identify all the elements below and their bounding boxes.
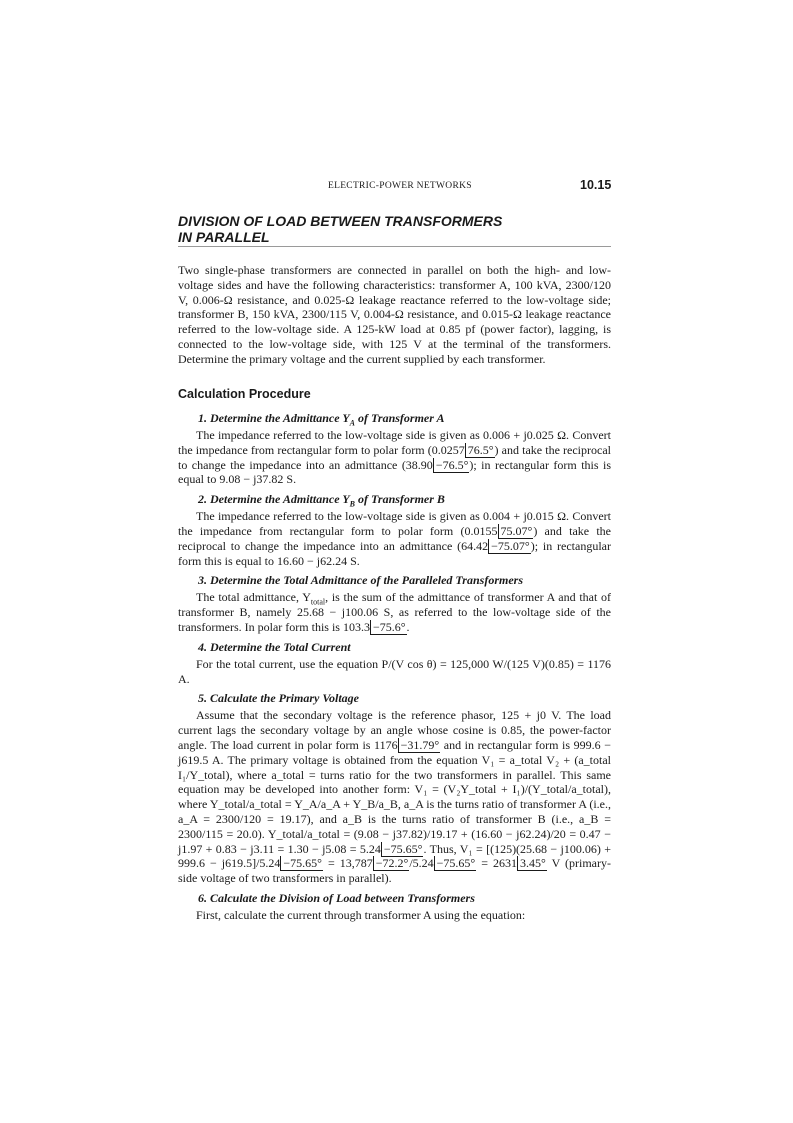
section-title-line-1: DIVISION OF LOAD BETWEEN TRANSFORMERS (178, 213, 503, 229)
phasor-angle: 75.07° (498, 524, 534, 539)
step-3-text: The total admittance, Y (196, 590, 311, 605)
step-1-heading-subscript: A (349, 418, 356, 428)
step-1-body (178, 428, 611, 487)
problem-paragraph: Two single-phase transformers are connected in parallel on both the high- and low-voltage sides and have the following characteristics: transformer A, 100 kVA, 2300/120 V, 0.006-Ω resistance, and 0.025-Ω leakage reactance referred to the low-voltage side; transformer B, 150 kVA, 2300/115 V, 0.004-Ω resistance, and 0.015-Ω leakage reactance referred to the low-voltage side. A 125-kW load at 0.85 pf (power factor), lagging, is connected to the low-voltage side, with 125 V at the terminal of the transformers. Determine the primary voltage and the current supplied by each transformer. (178, 263, 611, 366)
subscript: total (310, 597, 326, 607)
procedure-steps (178, 411, 611, 928)
step-5-text: = 13,787 (322, 856, 373, 871)
step-1-heading (198, 411, 611, 426)
step-2 (178, 492, 611, 568)
step-2-heading-text: 2. Determine the Admittance Y (198, 492, 350, 507)
step-5 (178, 691, 611, 886)
page-number: 10.15 (580, 178, 612, 192)
step-3-body (178, 590, 611, 634)
step-5-text: /5.24 (409, 856, 434, 871)
step-2-text: ); in rectangular form this is equal to 16.60 − j62.24 S. (178, 538, 611, 568)
step-3 (178, 573, 611, 634)
section-title-line-2: IN PARALLEL (178, 229, 270, 245)
step-6-body: First, calculate the current through transformer A using the equation: (196, 907, 526, 922)
step-6-heading: 6. Calculate the Division of Load between Transformers (198, 890, 475, 905)
phasor-angle: −75.65° (381, 842, 424, 857)
step-5-text: . Thus, V₁ = [(125)(25.68 − j100.06) + 999.6 − j619.5]/5.24 (178, 841, 611, 871)
step-4-body: For the total current, use the equation P/(V cos θ) = 125,000 W/(125 V)(0.85) = 1176 A. (178, 656, 611, 686)
step-3-text: . (406, 619, 410, 634)
step-1-text: ); in rectangular form this is equal to 9.08 − j37.82 S. (178, 457, 611, 487)
title-divider (178, 246, 611, 247)
step-2-heading-subscript: B (349, 499, 356, 509)
step-2-body (178, 509, 611, 568)
phasor-angle: −76.5° (433, 458, 470, 473)
step-5-heading: 5. Calculate the Primary Voltage (198, 691, 359, 706)
step-5-text: Assume that the secondary voltage is the reference phasor, 125 + j0 V. The load current lags the secondary voltage by an angle whose cosine is 0.85, the power-factor angle. The load current in polar form is 1176 (178, 708, 611, 752)
phasor-angle: 3.45° (517, 856, 547, 871)
phasor-angle: 76.5° (465, 443, 495, 458)
phasor-angle: −75.65° (280, 856, 323, 871)
phasor-angle: −31.79° (398, 738, 441, 753)
step-3-heading: 3. Determine the Total Admittance of the Paralleled Transformers (198, 573, 523, 588)
step-1-heading-text-end: of Transformer A (355, 411, 445, 425)
phasor-angle: −75.07° (488, 539, 531, 554)
step-2-heading-text-end: of Transformer B (355, 492, 445, 507)
step-1 (178, 411, 611, 487)
step-2-heading (198, 492, 611, 507)
step-5-body (178, 708, 611, 886)
step-4 (178, 640, 611, 687)
step-1-text: ) and take the reciprocal to change the impedance into an admittance (38.90 (178, 442, 611, 472)
phasor-angle: −72.2° (373, 856, 410, 871)
step-2-text: The impedance referred to the low-voltage side is given as 0.004 + j0.015 Ω. Convert the impedance from rectangular form to polar form (0.0155 (178, 509, 611, 538)
phasor-angle: −75.65° (434, 856, 477, 871)
step-5-text: V (primary-side voltage of two transformers in parallel). (178, 856, 611, 886)
running-head: ELECTRIC-POWER NETWORKS (328, 181, 472, 191)
step-3-text: , is the sum of the admittance of transformer A and that of transformer B, namely 25.68 − j100.06 S, as referred to the low-voltage side of the transformers. In polar form this is 103.3 (178, 590, 611, 634)
step-4-heading: 4. Determine the Total Current (198, 639, 351, 654)
step-2-text: ) and take the reciprocal to change the impedance into an admittance (64.42 (178, 523, 612, 553)
phasor-angle: −75.6° (370, 620, 407, 635)
procedure-heading: Calculation Procedure (178, 387, 311, 401)
problem-statement (178, 263, 611, 367)
step-1-heading-text: 1. Determine the Admittance Y (198, 411, 350, 425)
step-5-text: = 2631 (476, 856, 517, 871)
step-5-text: and in rectangular form is 999.6 − j619.5 A. The primary voltage is obtained from the equation V₁ = a_total V₂ + (a_total I₁/Y_total), where a_total = turns ratio for the two transformers in parallel. This same equation may be developed into another form: V₁ = (V₂Y_total + I₁)/(Y_total/a_total), where Y_total/a_total = Y_A/a_A + Y_B/a_B, a_A is the turns ratio of transformer A (i.e., a_A = 2300/120 = 19.17), and a_B is the turns ratio of transformer B (i.e., a_B = 2300/115 = 20.0). Y_total/a_total = (9.08 − j37.82)/19.17 + (16.60 − j62.24)/20 = 0.47 − j1.97 + 0.83 − j3.11 = 1.30 − j5.08 = 5.24 (178, 737, 611, 856)
step-1-text: The impedance referred to the low-voltage side is given as 0.006 + j0.025 Ω. Convert the impedance from rectangular form to polar form (0.0257 (178, 428, 611, 457)
step-6 (178, 891, 611, 923)
section-title (178, 213, 613, 245)
